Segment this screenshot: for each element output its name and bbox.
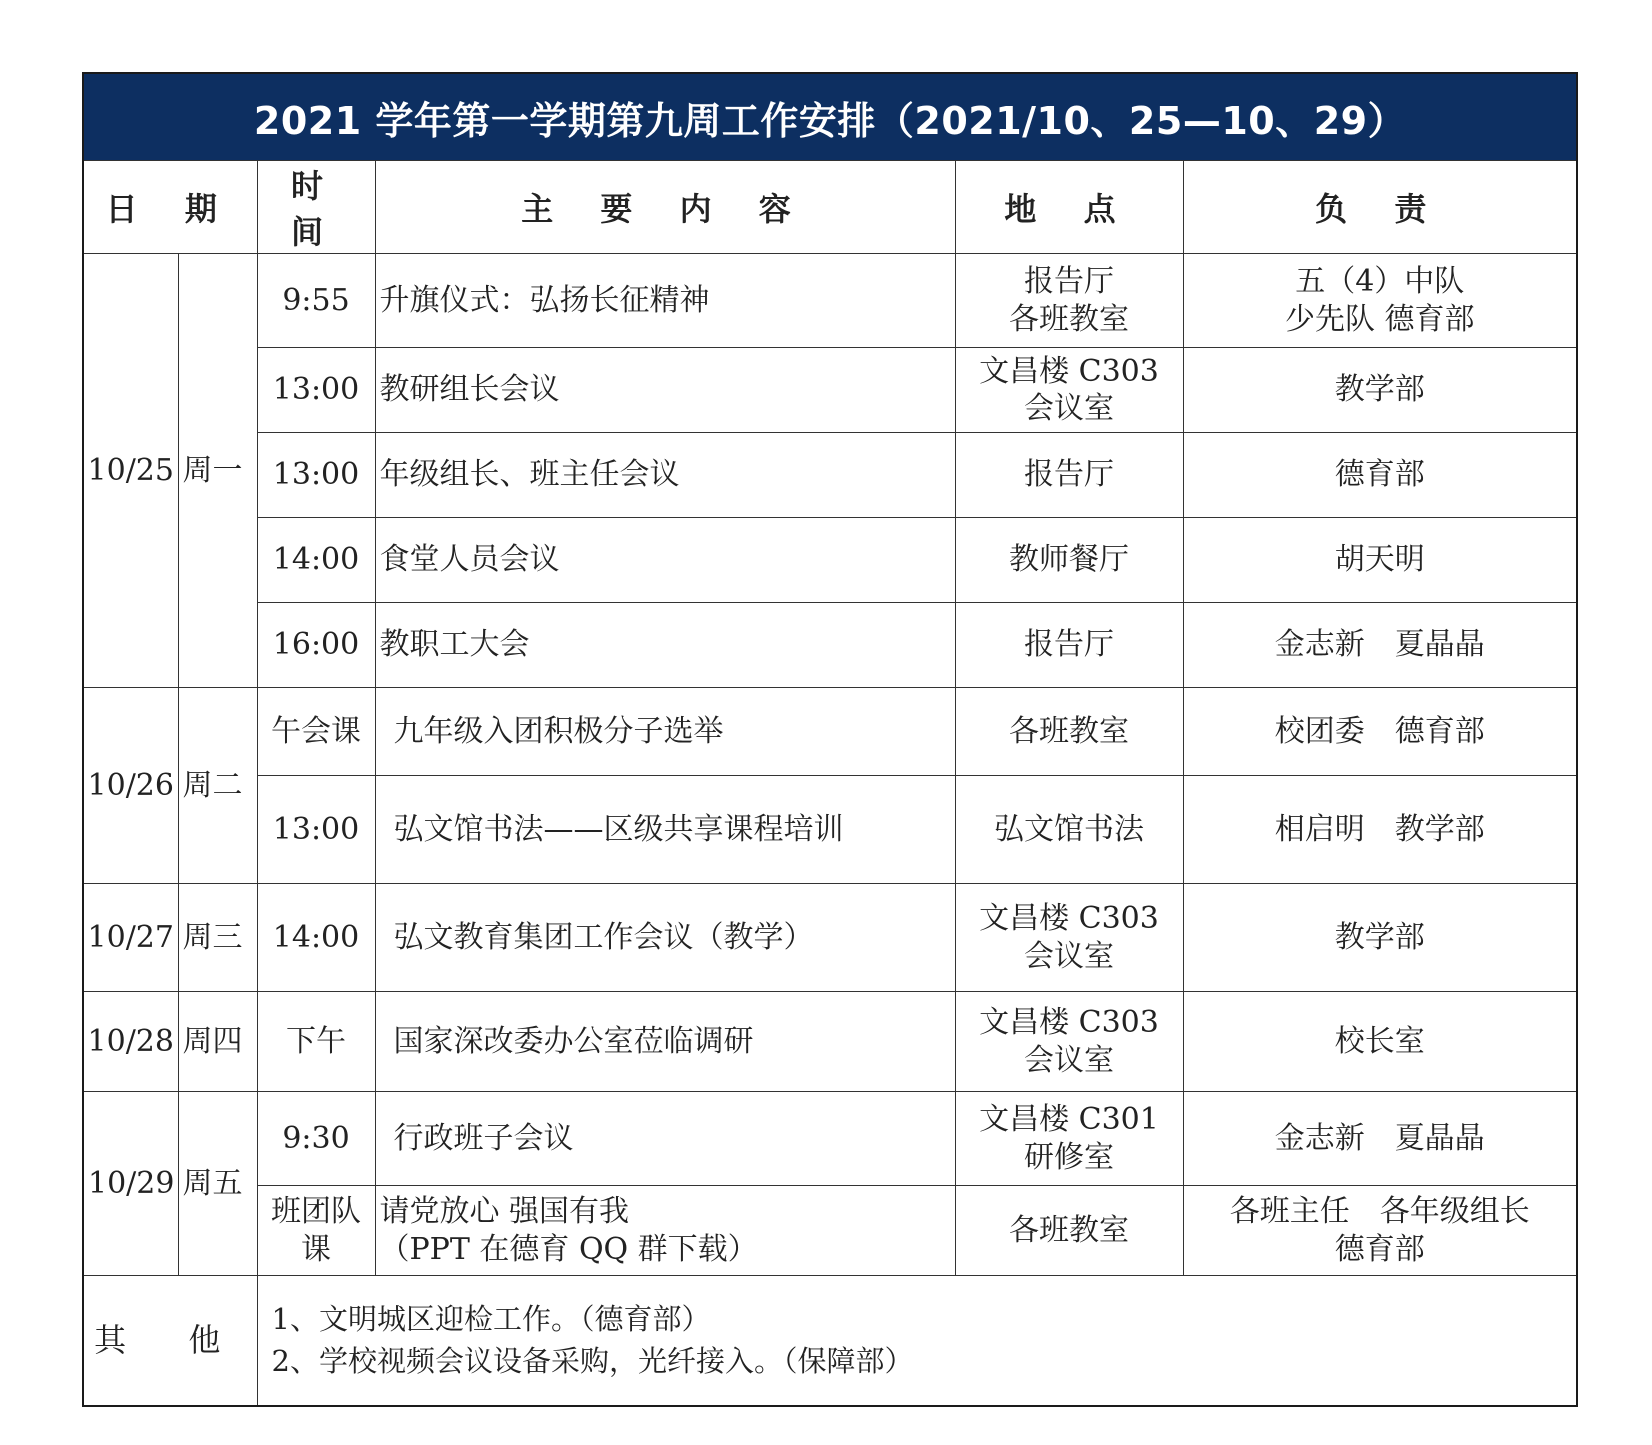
owner-cell: 校团委 德育部	[1183, 688, 1577, 776]
weekday-cell: 周三	[178, 884, 257, 992]
table-row	[83, 1186, 1577, 1276]
content-cell: 行政班子会议	[375, 1092, 955, 1186]
owner-cell: 教学部	[1183, 348, 1577, 433]
header-owner: 负 责	[1183, 161, 1577, 254]
place-cell: 文昌楼 C303 会议室	[955, 348, 1183, 433]
date-cell: 10/26	[83, 688, 178, 884]
table-row	[83, 1092, 1577, 1186]
time-cell: 13:00	[257, 776, 375, 884]
table-row	[83, 776, 1577, 884]
owner-cell: 教学部	[1183, 884, 1577, 992]
header-place: 地 点	[955, 161, 1183, 254]
owner-cell: 五（4）中队 少先队 德育部	[1183, 254, 1577, 348]
content-cell: 国家深改委办公室莅临调研	[375, 992, 955, 1092]
weekday-cell: 周二	[178, 688, 257, 884]
date-cell: 10/29	[83, 1092, 178, 1276]
owner-cell: 各班主任 各年级组长 德育部	[1183, 1186, 1577, 1276]
list-item: 2、学校视频会议设备采购，光纤接入。（保障部）	[271, 1344, 914, 1379]
time-cell: 9:55	[257, 254, 375, 348]
owner-cell: 金志新 夏晶晶	[1183, 603, 1577, 688]
date-cell: 10/27	[83, 884, 178, 992]
content-cell: 升旗仪式：弘扬长征精神	[375, 254, 955, 348]
weekday-cell: 周四	[178, 992, 257, 1092]
owner-cell: 校长室	[1183, 992, 1577, 1092]
weekday-cell: 周一	[178, 254, 257, 688]
other-list	[257, 1276, 1577, 1406]
table-row	[83, 348, 1577, 433]
time-cell: 午会课	[257, 688, 375, 776]
place-cell: 各班教室	[955, 688, 1183, 776]
content-cell: 弘文馆书法——区级共享课程培训	[375, 776, 955, 884]
work-schedule-table	[82, 72, 1578, 1407]
owner-cell: 德育部	[1183, 433, 1577, 518]
content-cell: 教职工大会	[375, 603, 955, 688]
date-cell: 10/28	[83, 992, 178, 1092]
other-label: 其 他	[83, 1276, 257, 1406]
weekday-cell: 周五	[178, 1092, 257, 1276]
table-row	[83, 433, 1577, 518]
place-cell: 文昌楼 C303 会议室	[955, 884, 1183, 992]
place-cell: 报告厅 各班教室	[955, 254, 1183, 348]
place-cell: 各班教室	[955, 1186, 1183, 1276]
place-cell: 文昌楼 C301 研修室	[955, 1092, 1183, 1186]
time-cell: 14:00	[257, 884, 375, 992]
table-row	[83, 992, 1577, 1092]
owner-cell: 金志新 夏晶晶	[1183, 1092, 1577, 1186]
other-row	[83, 1276, 1577, 1406]
table-row	[83, 518, 1577, 603]
time-cell: 14:00	[257, 518, 375, 603]
place-cell: 报告厅	[955, 603, 1183, 688]
place-cell: 教师餐厅	[955, 518, 1183, 603]
schedule-title: 2021 学年第一学期第九周工作安排（2021/10、25—10、29）	[83, 73, 1577, 161]
table-row	[83, 603, 1577, 688]
list-item: 1、文明城区迎检工作。（德育部）	[271, 1302, 711, 1337]
header-date: 日 期	[83, 161, 257, 254]
content-cell: 请党放心 强国有我 （PPT 在德育 QQ 群下载）	[375, 1186, 955, 1276]
header-time: 时 间	[257, 161, 375, 254]
place-cell: 弘文馆书法	[955, 776, 1183, 884]
owner-cell: 胡天明	[1183, 518, 1577, 603]
time-cell: 16:00	[257, 603, 375, 688]
table-row	[83, 884, 1577, 992]
time-cell: 班团队课	[257, 1186, 375, 1276]
time-cell: 下午	[257, 992, 375, 1092]
content-cell: 年级组长、班主任会议	[375, 433, 955, 518]
content-cell: 食堂人员会议	[375, 518, 955, 603]
content-cell: 九年级入团积极分子选举	[375, 688, 955, 776]
content-cell: 教研组长会议	[375, 348, 955, 433]
time-cell: 13:00	[257, 433, 375, 518]
place-cell: 报告厅	[955, 433, 1183, 518]
time-cell: 9:30	[257, 1092, 375, 1186]
table-row	[83, 254, 1577, 348]
table-row	[83, 688, 1577, 776]
place-cell: 文昌楼 C303 会议室	[955, 992, 1183, 1092]
date-cell: 10/25	[83, 254, 178, 688]
time-cell: 13:00	[257, 348, 375, 433]
owner-cell: 相启明 教学部	[1183, 776, 1577, 884]
header-content: 主 要 内 容	[375, 161, 955, 254]
content-cell: 弘文教育集团工作会议（教学）	[375, 884, 955, 992]
